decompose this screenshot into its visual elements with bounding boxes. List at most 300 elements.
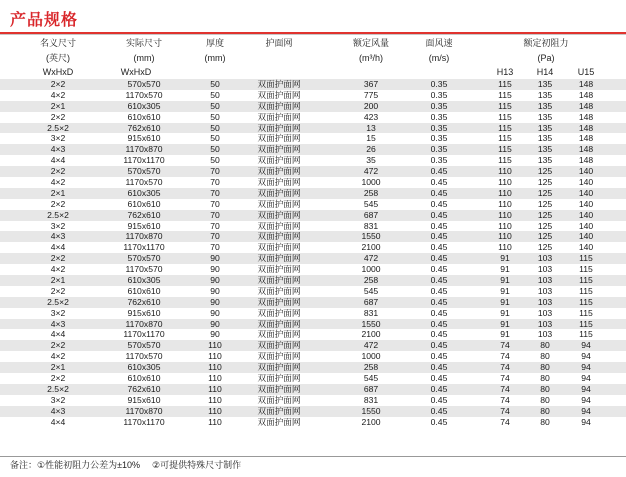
cell-u15: 94 xyxy=(581,416,591,427)
cell-velocity: 0.35 xyxy=(430,79,448,89)
cell-thickness: 90 xyxy=(210,307,220,318)
cell-h14: 135 xyxy=(537,144,553,155)
cell-u15: 115 xyxy=(579,329,593,340)
header-thickness: 厚度 xyxy=(205,38,224,48)
header-airflow: 额定风量 xyxy=(352,38,389,48)
cell-actual-size: 1170x1170 xyxy=(123,329,165,340)
cell-u15: 140 xyxy=(578,198,594,209)
cell-guard: 双面护面网 xyxy=(257,264,301,275)
cell-airflow: 472 xyxy=(363,253,379,264)
cell-thickness: 90 xyxy=(210,275,220,286)
table-row xyxy=(0,221,626,232)
cell-velocity: 0.45 xyxy=(430,362,448,373)
cell-nominal-size: 2×2 xyxy=(50,340,66,351)
cell-u15: 115 xyxy=(579,296,593,307)
cell-airflow: 35 xyxy=(366,155,376,166)
cell-thickness: 70 xyxy=(210,198,220,209)
cell-guard: 双面护面网 xyxy=(257,144,301,155)
table-row xyxy=(0,384,626,395)
cell-thickness: 110 xyxy=(208,405,222,416)
cell-u15: 148 xyxy=(578,122,594,133)
cell-velocity: 0.45 xyxy=(430,373,448,384)
cell-u15: 140 xyxy=(578,187,594,198)
cell-velocity: 0.45 xyxy=(430,416,448,427)
footer-note-1: ①性能初阻力公差为±10% xyxy=(37,460,141,470)
cell-u15: 140 xyxy=(578,209,594,220)
cell-thickness: 70 xyxy=(210,231,220,242)
cell-velocity: 0.45 xyxy=(430,242,448,253)
cell-h13: 74 xyxy=(500,394,510,405)
cell-actual-size: 1170x870 xyxy=(125,231,163,242)
table-row xyxy=(0,362,626,373)
cell-u15: 148 xyxy=(578,144,594,155)
cell-h14: 135 xyxy=(537,79,553,89)
cell-velocity: 0.45 xyxy=(430,253,448,264)
cell-guard: 双面护面网 xyxy=(257,394,301,405)
cell-h14: 103 xyxy=(537,264,553,275)
cell-guard: 双面护面网 xyxy=(257,296,301,307)
cell-h14: 125 xyxy=(537,187,553,198)
cell-velocity: 0.35 xyxy=(430,89,448,100)
cell-actual-size: 610x305 xyxy=(127,187,161,198)
cell-h13: 110 xyxy=(498,209,512,220)
table-row xyxy=(0,286,626,297)
cell-airflow: 1000 xyxy=(361,264,381,275)
cell-h14: 103 xyxy=(537,285,553,296)
cell-airflow: 367 xyxy=(363,79,379,89)
header-grade-h14: H14 xyxy=(536,67,554,77)
cell-h14: 135 xyxy=(537,100,553,111)
cell-velocity: 0.45 xyxy=(430,220,448,231)
cell-guard: 双面护面网 xyxy=(257,155,301,166)
cell-guard: 双面护面网 xyxy=(257,122,301,133)
cell-u15: 115 xyxy=(579,307,593,318)
cell-h14: 103 xyxy=(537,307,553,318)
table-row xyxy=(0,319,626,330)
cell-airflow: 1550 xyxy=(361,405,381,416)
cell-h14: 125 xyxy=(537,220,553,231)
cell-actual-size: 762x610 xyxy=(127,296,161,307)
cell-h13: 115 xyxy=(498,133,512,144)
cell-u15: 115 xyxy=(579,318,593,329)
cell-guard: 双面护面网 xyxy=(257,416,301,427)
cell-thickness: 70 xyxy=(210,187,220,198)
cell-nominal-size: 2×1 xyxy=(50,100,66,111)
cell-actual-size: 610x305 xyxy=(127,100,161,111)
cell-u15: 148 xyxy=(578,111,594,122)
cell-actual-size: 1170x1170 xyxy=(123,155,165,166)
footer-note-2: ②可提供特殊尺寸制作 xyxy=(152,460,242,470)
cell-actual-size: 570x570 xyxy=(127,79,161,89)
cell-nominal-size: 2×2 xyxy=(50,198,66,209)
table-row xyxy=(0,297,626,308)
cell-h13: 74 xyxy=(500,340,510,351)
cell-h14: 80 xyxy=(540,405,550,416)
cell-airflow: 26 xyxy=(366,144,376,155)
cell-actual-size: 610x305 xyxy=(127,362,161,373)
cell-h14: 125 xyxy=(537,209,553,220)
cell-nominal-size: 2.5×2 xyxy=(47,296,69,307)
cell-nominal-size: 2×1 xyxy=(50,187,66,198)
cell-velocity: 0.45 xyxy=(430,329,448,340)
cell-u15: 94 xyxy=(581,340,591,351)
cell-velocity: 0.45 xyxy=(430,231,448,242)
cell-airflow: 472 xyxy=(363,340,379,351)
cell-u15: 140 xyxy=(578,242,594,253)
header-guard: 护面网 xyxy=(265,38,293,48)
cell-thickness: 70 xyxy=(210,220,220,231)
cell-actual-size: 915x610 xyxy=(127,133,161,144)
cell-h14: 80 xyxy=(540,362,550,373)
cell-h13: 91 xyxy=(500,275,510,286)
cell-guard: 双面护面网 xyxy=(257,198,301,209)
cell-h14: 80 xyxy=(540,373,550,384)
cell-airflow: 831 xyxy=(363,394,379,405)
cell-h13: 91 xyxy=(500,296,510,307)
cell-h13: 110 xyxy=(498,187,512,198)
cell-u15: 115 xyxy=(579,275,593,286)
cell-velocity: 0.35 xyxy=(430,133,448,144)
cell-h13: 110 xyxy=(498,231,512,242)
cell-nominal-size: 4×4 xyxy=(50,242,66,253)
cell-velocity: 0.45 xyxy=(430,166,448,177)
cell-h14: 135 xyxy=(537,89,553,100)
cell-h13: 115 xyxy=(498,144,512,155)
table-row xyxy=(0,79,626,90)
cell-nominal-size: 3×2 xyxy=(50,220,66,231)
cell-actual-size: 570x570 xyxy=(127,340,161,351)
table-row xyxy=(0,329,626,340)
cell-actual-size: 570x570 xyxy=(127,166,161,177)
cell-velocity: 0.45 xyxy=(430,383,448,394)
cell-velocity: 0.45 xyxy=(430,264,448,275)
cell-thickness: 90 xyxy=(210,296,220,307)
footer-label: 备注： xyxy=(10,460,38,470)
cell-guard: 双面护面网 xyxy=(257,133,301,144)
cell-velocity: 0.35 xyxy=(430,144,448,155)
cell-airflow: 15 xyxy=(366,133,376,144)
cell-guard: 双面护面网 xyxy=(257,242,301,253)
spec-table-body xyxy=(0,79,626,428)
cell-velocity: 0.45 xyxy=(430,275,448,286)
cell-nominal-size: 4×2 xyxy=(50,177,66,188)
cell-nominal-size: 2×2 xyxy=(50,253,66,264)
cell-guard: 双面护面网 xyxy=(257,329,301,340)
title-divider-shadow xyxy=(0,34,626,35)
table-row xyxy=(0,351,626,362)
cell-airflow: 545 xyxy=(363,285,379,296)
cell-nominal-size: 2.5×2 xyxy=(47,122,69,133)
cell-h13: 110 xyxy=(498,198,512,209)
table-row xyxy=(0,340,626,351)
table-row xyxy=(0,177,626,188)
header-nominal-dims: WxHxD xyxy=(42,67,74,77)
cell-h13: 74 xyxy=(500,373,510,384)
cell-u15: 115 xyxy=(579,285,593,296)
cell-nominal-size: 4×3 xyxy=(50,231,66,242)
cell-u15: 94 xyxy=(581,405,591,416)
cell-actual-size: 762x610 xyxy=(127,383,161,394)
cell-thickness: 90 xyxy=(210,329,220,340)
table-row xyxy=(0,166,626,177)
footer-notes xyxy=(10,460,247,471)
header-resistance: 额定初阻力 xyxy=(523,38,569,48)
cell-nominal-size: 3×2 xyxy=(50,307,66,318)
cell-airflow: 687 xyxy=(363,209,379,220)
cell-nominal-size: 4×2 xyxy=(50,264,66,275)
cell-nominal-size: 4×2 xyxy=(50,351,66,362)
cell-guard: 双面护面网 xyxy=(257,100,301,111)
cell-h14: 80 xyxy=(540,351,550,362)
cell-airflow: 200 xyxy=(363,100,379,111)
cell-h14: 80 xyxy=(540,340,550,351)
header-grade-h13: H13 xyxy=(496,67,514,77)
cell-actual-size: 610x610 xyxy=(127,285,161,296)
cell-u15: 148 xyxy=(578,100,594,111)
cell-guard: 双面护面网 xyxy=(257,111,301,122)
cell-thickness: 90 xyxy=(210,264,220,275)
cell-h13: 74 xyxy=(500,405,510,416)
cell-thickness: 50 xyxy=(210,79,220,89)
table-row xyxy=(0,264,626,275)
cell-h13: 115 xyxy=(498,100,512,111)
cell-actual-size: 1170x570 xyxy=(125,89,163,100)
cell-velocity: 0.35 xyxy=(430,100,448,111)
cell-thickness: 110 xyxy=(208,373,222,384)
cell-u15: 94 xyxy=(581,373,591,384)
cell-h13: 115 xyxy=(498,111,512,122)
cell-actual-size: 762x610 xyxy=(127,122,161,133)
cell-thickness: 110 xyxy=(208,340,222,351)
table-row xyxy=(0,253,626,264)
cell-actual-size: 1170x570 xyxy=(125,264,163,275)
cell-actual-size: 610x610 xyxy=(127,373,161,384)
cell-u15: 140 xyxy=(578,166,594,177)
cell-velocity: 0.45 xyxy=(430,198,448,209)
cell-airflow: 775 xyxy=(363,89,379,100)
cell-u15: 115 xyxy=(579,264,593,275)
cell-h14: 125 xyxy=(537,166,553,177)
page-title: 产品规格 xyxy=(10,10,79,29)
cell-velocity: 0.45 xyxy=(430,187,448,198)
cell-thickness: 50 xyxy=(210,122,220,133)
cell-velocity: 0.45 xyxy=(430,307,448,318)
cell-u15: 148 xyxy=(578,133,594,144)
cell-h13: 91 xyxy=(500,285,510,296)
cell-actual-size: 762x610 xyxy=(127,209,161,220)
cell-h14: 103 xyxy=(537,253,553,264)
cell-guard: 双面护面网 xyxy=(257,318,301,329)
cell-nominal-size: 2×2 xyxy=(50,166,66,177)
cell-h13: 91 xyxy=(500,329,510,340)
cell-h13: 115 xyxy=(498,122,512,133)
table-row xyxy=(0,112,626,123)
header-actual-unit: (mm) xyxy=(133,53,155,63)
header-nominal-unit: (英尺) xyxy=(46,53,70,63)
cell-thickness: 110 xyxy=(208,416,222,427)
cell-thickness: 50 xyxy=(210,155,220,166)
table-row xyxy=(0,199,626,210)
cell-nominal-size: 2×2 xyxy=(50,111,66,122)
cell-actual-size: 610x610 xyxy=(127,111,161,122)
cell-velocity: 0.45 xyxy=(430,318,448,329)
table-row xyxy=(0,406,626,417)
cell-u15: 94 xyxy=(581,351,591,362)
cell-h14: 80 xyxy=(540,394,550,405)
cell-airflow: 831 xyxy=(363,307,379,318)
cell-actual-size: 1170x570 xyxy=(125,177,163,188)
cell-h13: 74 xyxy=(500,416,510,427)
cell-guard: 双面护面网 xyxy=(257,89,301,100)
cell-thickness: 50 xyxy=(210,144,220,155)
table-bottom-rule xyxy=(0,456,626,457)
cell-airflow: 13 xyxy=(366,122,376,133)
cell-airflow: 831 xyxy=(363,220,379,231)
table-row xyxy=(0,308,626,319)
cell-h13: 115 xyxy=(498,155,512,166)
cell-guard: 双面护面网 xyxy=(257,79,301,89)
cell-h13: 91 xyxy=(500,264,510,275)
table-row xyxy=(0,417,626,428)
cell-actual-size: 610x610 xyxy=(127,198,161,209)
cell-thickness: 50 xyxy=(210,133,220,144)
cell-guard: 双面护面网 xyxy=(257,351,301,362)
cell-u15: 148 xyxy=(578,89,594,100)
cell-guard: 双面护面网 xyxy=(257,177,301,188)
cell-u15: 148 xyxy=(578,79,594,89)
cell-u15: 140 xyxy=(578,220,594,231)
cell-airflow: 258 xyxy=(363,275,379,286)
table-row xyxy=(0,210,626,221)
cell-nominal-size: 4×3 xyxy=(50,144,66,155)
cell-h13: 74 xyxy=(500,362,510,373)
cell-h13: 110 xyxy=(498,177,512,188)
cell-thickness: 110 xyxy=(208,383,222,394)
cell-actual-size: 1170x1170 xyxy=(123,416,165,427)
cell-guard: 双面护面网 xyxy=(257,405,301,416)
cell-guard: 双面护面网 xyxy=(257,187,301,198)
cell-thickness: 110 xyxy=(208,394,222,405)
cell-h13: 91 xyxy=(500,318,510,329)
cell-guard: 双面护面网 xyxy=(257,209,301,220)
header-velocity-unit: (m/s) xyxy=(428,53,450,63)
cell-velocity: 0.35 xyxy=(430,111,448,122)
cell-guard: 双面护面网 xyxy=(257,220,301,231)
cell-h14: 125 xyxy=(537,198,553,209)
cell-velocity: 0.45 xyxy=(430,340,448,351)
cell-velocity: 0.45 xyxy=(430,296,448,307)
cell-nominal-size: 2×1 xyxy=(50,275,66,286)
cell-nominal-size: 4×4 xyxy=(50,155,66,166)
cell-velocity: 0.45 xyxy=(430,351,448,362)
cell-actual-size: 1170x870 xyxy=(125,144,163,155)
cell-airflow: 1000 xyxy=(361,351,381,362)
header-thickness-unit: (mm) xyxy=(204,53,226,63)
cell-h14: 135 xyxy=(537,122,553,133)
cell-airflow: 258 xyxy=(363,187,379,198)
cell-airflow: 472 xyxy=(363,166,379,177)
cell-h14: 135 xyxy=(537,111,553,122)
cell-actual-size: 1170x1170 xyxy=(123,242,165,253)
cell-actual-size: 915x610 xyxy=(127,307,161,318)
cell-guard: 双面护面网 xyxy=(257,362,301,373)
table-row xyxy=(0,90,626,101)
cell-thickness: 70 xyxy=(210,242,220,253)
cell-airflow: 423 xyxy=(363,111,379,122)
cell-velocity: 0.35 xyxy=(430,155,448,166)
cell-h13: 115 xyxy=(498,89,512,100)
cell-velocity: 0.45 xyxy=(430,405,448,416)
header-airflow-unit: (m³/h) xyxy=(359,53,383,63)
header-resistance-unit: (Pa) xyxy=(537,53,555,63)
cell-h14: 103 xyxy=(537,296,553,307)
cell-u15: 115 xyxy=(579,253,593,264)
cell-guard: 双面护面网 xyxy=(257,285,301,296)
cell-guard: 双面护面网 xyxy=(257,166,301,177)
cell-nominal-size: 2.5×2 xyxy=(47,209,69,220)
cell-nominal-size: 4×3 xyxy=(50,405,66,416)
cell-nominal-size: 3×2 xyxy=(50,133,66,144)
cell-nominal-size: 2×2 xyxy=(50,79,66,89)
cell-h14: 103 xyxy=(537,318,553,329)
table-row xyxy=(0,101,626,112)
table-row xyxy=(0,155,626,166)
cell-h14: 80 xyxy=(540,383,550,394)
cell-guard: 双面护面网 xyxy=(257,383,301,394)
cell-nominal-size: 2×2 xyxy=(50,373,66,384)
cell-actual-size: 915x610 xyxy=(127,220,161,231)
cell-airflow: 258 xyxy=(363,362,379,373)
cell-airflow: 2100 xyxy=(361,242,381,253)
cell-nominal-size: 4×3 xyxy=(50,318,66,329)
cell-velocity: 0.35 xyxy=(430,122,448,133)
cell-u15: 148 xyxy=(578,155,594,166)
cell-airflow: 1000 xyxy=(361,177,381,188)
table-row xyxy=(0,275,626,286)
header-velocity: 面风速 xyxy=(425,38,453,48)
table-row xyxy=(0,188,626,199)
cell-u15: 94 xyxy=(581,383,591,394)
cell-thickness: 70 xyxy=(210,177,220,188)
cell-thickness: 90 xyxy=(210,285,220,296)
cell-h14: 135 xyxy=(537,133,553,144)
table-row xyxy=(0,231,626,242)
cell-guard: 双面护面网 xyxy=(257,275,301,286)
cell-guard: 双面护面网 xyxy=(257,231,301,242)
cell-u15: 94 xyxy=(581,362,591,373)
cell-h14: 125 xyxy=(537,242,553,253)
cell-airflow: 545 xyxy=(363,373,379,384)
cell-thickness: 90 xyxy=(210,318,220,329)
cell-thickness: 70 xyxy=(210,209,220,220)
cell-nominal-size: 2.5×2 xyxy=(47,383,69,394)
cell-thickness: 110 xyxy=(208,351,222,362)
cell-guard: 双面护面网 xyxy=(257,340,301,351)
cell-actual-size: 1170x870 xyxy=(125,318,163,329)
header-grade-u15: U15 xyxy=(577,67,595,77)
cell-thickness: 70 xyxy=(210,166,220,177)
cell-h13: 91 xyxy=(500,253,510,264)
cell-thickness: 90 xyxy=(210,253,220,264)
table-row xyxy=(0,144,626,155)
cell-actual-size: 570x570 xyxy=(127,253,161,264)
cell-airflow: 1550 xyxy=(361,318,381,329)
cell-actual-size: 1170x570 xyxy=(125,351,163,362)
header-actual-size: 实际尺寸 xyxy=(125,38,162,48)
cell-guard: 双面护面网 xyxy=(257,307,301,318)
cell-actual-size: 1170x870 xyxy=(125,405,163,416)
cell-thickness: 50 xyxy=(210,100,220,111)
